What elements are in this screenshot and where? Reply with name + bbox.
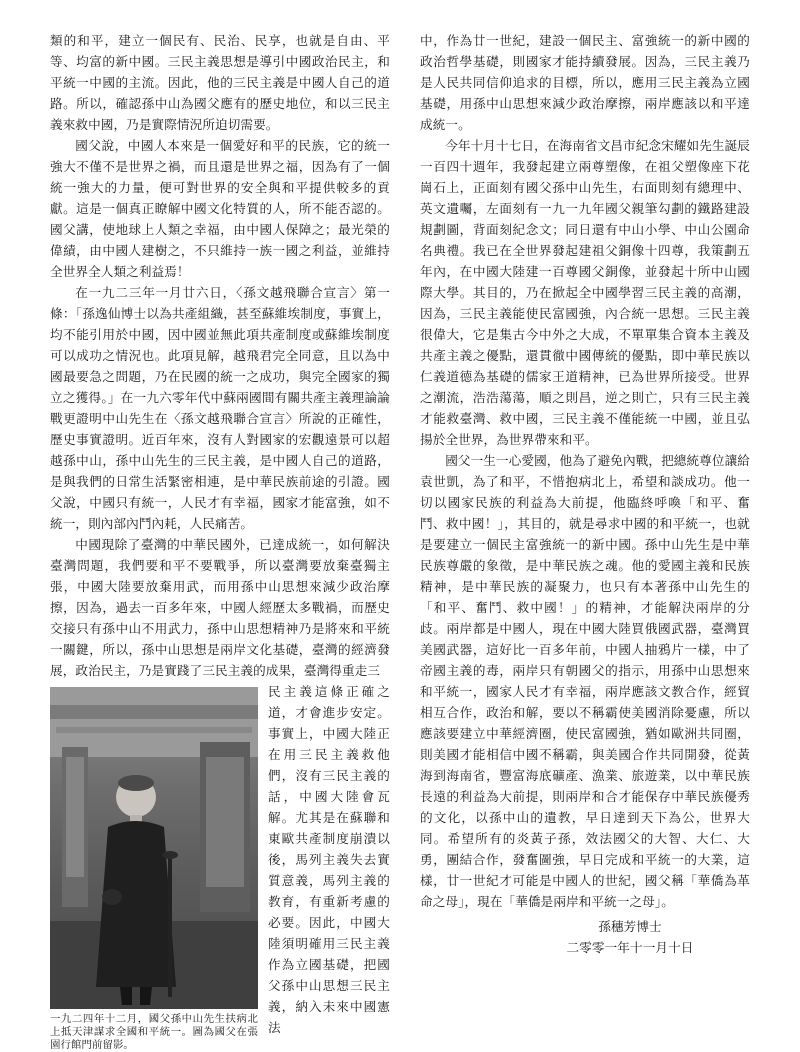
paragraph: 國父說，中國人本來是一個愛好和平的民族，它的統一強大不僅不是世界之禍，而且還是世界之福，因為有了一個統一強大的力量，便可對世界的安全與和平提供較多的貢獻。這是一個真正瞭解中國文化特質的人，所不能否認的。國父講，使地球上人類之幸福，由中國人保障之；最光榮的偉績，由中國人建樹之，不只維持一族一國之利益，並維持全世界全人類之利益焉！ [50,138,390,279]
paragraph: 今年十月十七日，在海南省文昌市紀念宋耀如先生誕辰一百四十週年，我發起建立兩尊塑像，在祖父塑像座下花崗石上，正面刻有國父孫中山先生，右面則刻有總理中、英文遺囑，左面刻有一九一九年國父親筆勾劃的鐵路建設規劃圖，背面刻紀念文；同日還有中山小學、中山公園命名典禮。我已在全世界發起建祖父銅像十四尊，我策劃五年內，在中國大陸建一百尊國父銅像，並發起十所中山國際大學。其目的，乃在掀起全中國學習三民主義的高潮，因為，三民主義能使民富國強，內合統一思想。三民主義很偉大，它是集古今中外之大成，不單單集合資本主義及共產主義之優點，還貫徹中國傳統的優點，即中華民族以仁義道德為基礎的儒家王道精神，已為世界所接受。世界之潮流，浩浩蕩蕩，順之則昌，逆之則亡，只有三民主義才能救臺灣、救中國，三民主義不僅能統一中國，並且弘揚於全世界，為世界帶來和平。 [420,138,750,447]
historical-photo [50,687,258,1009]
photo-illustration [50,687,258,1009]
paragraph: 中，作為廿一世紀，建設一個民主、富強統一的新中國的政治哲學基礎，則國家才能持續發展。因為，三民主義乃是人民共同信仰追求的目標，所以，應用三民主義為立國基礎，用孫中山思想來減少政治摩擦，兩岸應該以和平達成統一。 [420,33,750,132]
paragraph-wrapped: 民主義這條正確之道，才會進步安定。事實上，中國大陸正在用三民主義救他們，沒有三民主義的話，中國大陸會瓦解。尤其是在蘇聯和東歐共產制度崩潰以後，馬列主義失去實質意義，馬列主義的教育，有重新考慮的必要。因此，中國大陸須明確用三民主義作為立國基礎，把國父孫中山思想三民主義，納入未來中國憲法 [268,684,390,1035]
photo-wrap-zone [50,681,390,1051]
photo-figure [50,687,258,1052]
signature-date: 二零零一年十一月十日 [566,940,694,955]
signature-block [420,916,750,958]
paragraph: 類的和平，建立一個民有、民治、民享，也就是自由、平等、均富的新中國。三民主義思想是導引中國政治民主，和平統一中國的主流。因此，他的三民主義是中國人自己的道路。所以，確認孫中山為國父應有的歷史地位，和以三民主義來救中國，乃是實際情況所迫切需要。 [50,33,390,132]
right-column [420,30,750,958]
paragraph: 中國現除了臺灣的中華民國外，已達成統一，如何解決臺灣問題，我們要和平不要戰爭，所以臺灣要放棄臺獨主張，中國大陸要放棄用武，而用孫中山思想來減少政治摩擦，因為，過去一百多年來，中國人經歷太多戰禍，而歷史交接只有孫中山不用武力，孫中山思想精神乃是將來和平統一關鍵，所以，孫中山思想是兩岸文化基礎，臺灣的經濟發展，政治民主，乃是實踐了三民主義的成果，臺灣得重走三 [50,537,390,678]
left-column [50,30,390,1052]
paragraph: 國父一生一心愛國，他為了避免內戰，把總統尊位讓給袁世凱，為了和平，不惜抱病北上，希望和談成功。他一切以國家民族的利益為大前提，他臨終呼喚「和平、奮鬥、救中國！」，其目的，就是尋求中國的和平統一，也就是要建立一個民主富強統一的新中國。孫中山先生是中華民族尊嚴的象徵，是中華民族之魂。他的愛國主義和民族精神，是中華民族的凝聚力，也只有本著孫中山先生的「和平、奮鬥、救中國！」的精神，才能解決兩岸的分歧。兩岸都是中國人，現在中國大陸買俄國武器，臺灣買美國武器，這好比一百多年前，中國人抽鴉片一樣，中了帝國主義的毒，兩岸只有朝國父的指示，用孫中山思想來和平統一，國家人民才有幸福，兩岸應該文教合作，經貿相互合作，政治和解，要以不稱霸使美國消除憂慮，所以應該要建立中華經濟圈，使民富國強，猶如歐洲共同圈，則美國才能相信中國不稱霸，與美國合作共同開發，從黃海到海南省，豐富海底礦產、漁業、旅遊業，以中華民族長遠的利益為大前提，則兩岸和合才能保存中華民族優秀的文化，以孫中山的遺教，早日達到天下為公，世界大同。希望所有的炎黃子孫，效法國父的大智、大仁、大勇，團結合作，發奮圖強，早日完成和平統一的大業，這樣，廿一世紀才可能是中國人的世紀，國父稱「華僑為革命之母」，現在「華僑是兩岸和平統一之母」。 [420,453,750,909]
paragraph: 在一九二三年一月廿六日，〈孫文越飛聯合宣言〉第一條：「孫逸仙博士以為共產組織，甚至蘇維埃制度，事實上，均不能引用於中國，因中國並無此項共產制度或蘇維埃制度可以成功之情況也。此項見解，越飛君完全同意，且以為中國最要急之問題，乃在民國的統一之成功，與完全國家的獨立之獲得。」在一九六零年代中蘇兩國間有關共產主義理論論戰更證明中山先生在〈孫文越飛聯合宣言〉所說的正確性，歷史事實證明。近百年來，沒有人對國家的宏觀遠景可以超越孫中山，孫中山先生的三民主義，是中國人自己的道路，是與我們的日常生活緊密相連，是中華民族前途的引證。國父說，中國只有統一，人民才有幸福，國家才能富強，如不統一，則內部內鬥內耗，人民痛苦。 [50,285,390,531]
photo-caption: 一九二四年十二月，國父孫中山先生扶病北上抵天津謀求全國和平統一。圖為國父在張園行館門前留影。 [50,1013,258,1051]
author-name: 孫穗芳博士 [598,919,662,934]
